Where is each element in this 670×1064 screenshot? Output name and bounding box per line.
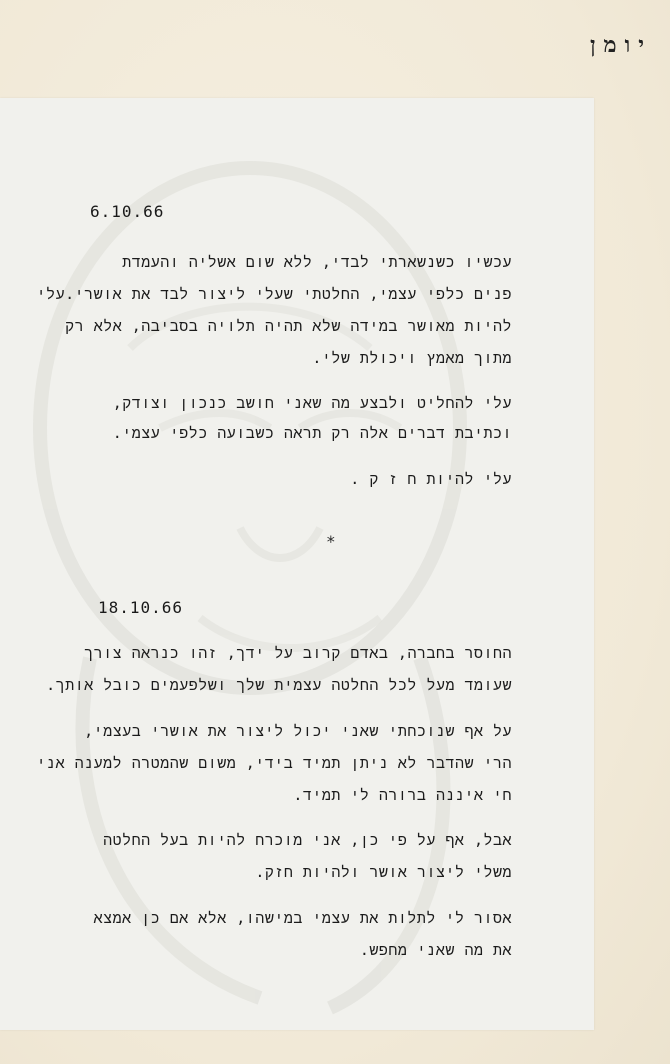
typed-sheet <box>0 98 594 1030</box>
text-line: אסור לי לתלות את עצמי במישהו, אלא אם כן אמצא <box>93 909 512 927</box>
text-line: עלי להיות ח ז ק . <box>350 470 512 488</box>
text-line: וכתיבת דברים אלה רק תראה כשבועה כלפי עצמי. <box>112 424 512 442</box>
text-line: על אף שנוכחתי שאני יכול ליצור את אושרי בעצמי, <box>84 722 512 740</box>
text-line: עלי להחליט ולבצע מה שאני חושב כנכון וצודק, <box>112 394 512 412</box>
text-line: מתוך מאמץ ויכולת שלי. <box>312 349 512 367</box>
text-line: משלי ליצור אושר ולהיות חזק. <box>255 863 512 881</box>
faded-portrait-watermark <box>0 98 594 1030</box>
text-line: חי איננה ברורה לי תמיד. <box>293 786 512 804</box>
text-line: הרי שהדבר לא ניתן תמיד בידי, משום שהמטרה למענה אני <box>36 754 512 772</box>
page-header-title: יומן <box>589 32 652 58</box>
text-line: להיות מאושר במידה שלא תהיה תלויה בסביבה, אלא רק <box>65 317 512 335</box>
text-line: פנים כלפי עצמי, החלטתי שעלי ליצור לבד את אושרי.עלי <box>36 285 512 303</box>
text-line: החוסר בחברה, באדם קרוב על ידך, זהו כנראה צורך <box>84 644 512 662</box>
text-line: שעומד מעל לכל החלטה עצמית שלך ושלפעמים כובל אותך. <box>46 676 512 694</box>
text-line: אבל, אף על פי כן, אני מוכרח להיות בעל החלטה <box>103 831 512 849</box>
entry-date: 18.10.66 <box>98 598 184 617</box>
text-line: עכשיו כשנשארתי לבדי, ללא שום אשליה והעמדת <box>122 253 512 271</box>
section-separator: * <box>326 532 336 551</box>
text-line: את מה שאני מחפש. <box>359 941 512 959</box>
entry-date: 6.10.66 <box>90 202 165 221</box>
